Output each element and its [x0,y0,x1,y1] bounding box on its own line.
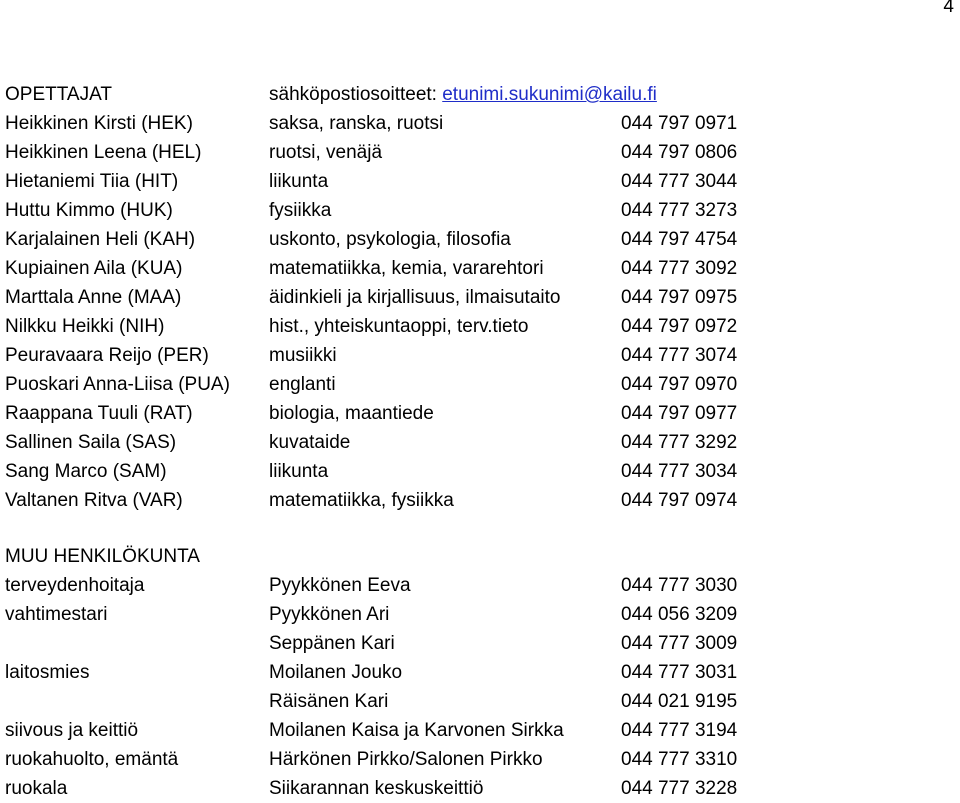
teacher-phone: 044 797 0972 [621,316,738,337]
teacher-phone: 044 777 3044 [621,171,738,192]
staff-phone: 044 777 3194 [621,720,738,741]
teacher-subject: matematiikka, fysiikka [269,490,454,511]
staff-header-row [5,542,960,571]
teacher-phone: 044 797 0977 [621,403,738,424]
teacher-subject: uskonto, psykologia, filosofia [269,229,511,250]
staff-row [5,658,960,687]
teacher-row [5,283,960,312]
staff-phone: 044 056 3209 [621,604,738,625]
staff-row [5,600,960,629]
teacher-phone: 044 797 0974 [621,490,738,511]
teacher-row [5,457,960,486]
teacher-subject: biologia, maantiede [269,403,434,424]
teacher-name: Heikkinen Leena (HEL) [5,142,202,163]
teacher-subject: ruotsi, venäjä [269,142,383,163]
teacher-row [5,341,960,370]
teacher-name: Raappana Tuuli (RAT) [5,403,193,424]
teacher-name: Sang Marco (SAM) [5,461,167,482]
teacher-name: Sallinen Saila (SAS) [5,432,177,453]
teacher-name: Heikkinen Kirsti (HEK) [5,113,193,134]
teacher-row [5,254,960,283]
teacher-name: Hietaniemi Tiia (HIT) [5,171,179,192]
email-link[interactable]: etunimi.sukunimi@kailu.fi [442,84,657,105]
teacher-subject: hist., yhteiskuntaoppi, terv.tieto [269,316,529,337]
teachers-header-row [5,80,960,109]
teacher-phone: 044 797 0806 [621,142,738,163]
staff-phone: 044 777 3031 [621,662,738,683]
teacher-phone: 044 777 3092 [621,258,738,279]
staff-row [5,629,960,658]
staff-phone: 044 777 3009 [621,633,738,654]
page-number: 4 [943,0,954,17]
teacher-name: Huttu Kimmo (HUK) [5,200,173,221]
teacher-phone: 044 797 0971 [621,113,738,134]
teacher-row [5,167,960,196]
teacher-name: Peuravaara Reijo (PER) [5,345,209,366]
staff-row [5,745,960,774]
staff-row [5,774,960,803]
staff-role: terveydenhoitaja [5,575,145,596]
teacher-row [5,312,960,341]
staff-role: laitosmies [5,662,90,683]
staff-phone: 044 021 9195 [621,691,738,712]
staff-name: Siikarannan keskuskeittiö [269,778,484,799]
teachers-title: OPETTAJAT [5,84,112,105]
teacher-phone: 044 777 3292 [621,432,738,453]
teacher-phone: 044 777 3034 [621,461,738,482]
teacher-row [5,486,960,515]
teacher-phone: 044 797 0970 [621,374,738,395]
teacher-phone: 044 797 4754 [621,229,738,250]
staff-role: siivous ja keittiö [5,720,139,741]
teacher-phone: 044 777 3273 [621,200,738,221]
teacher-row [5,370,960,399]
teacher-row [5,196,960,225]
teacher-phone: 044 797 0975 [621,287,738,308]
staff-role: ruokahuolto, emäntä [5,749,179,770]
teacher-subject: musiikki [269,345,337,366]
staff-row [5,716,960,745]
staff-phone: 044 777 3228 [621,778,738,799]
staff-name: Moilanen Jouko [269,662,403,683]
staff-role: vahtimestari [5,604,108,625]
email-label: sähköpostiosoitteet: [269,84,437,105]
teacher-subject: liikunta [269,461,329,482]
teacher-row [5,109,960,138]
staff-row [5,571,960,600]
teacher-subject: matematiikka, kemia, vararehtori [269,258,544,279]
teacher-row [5,225,960,254]
staff-name: Pyykkönen Ari [269,604,390,625]
teacher-name: Karjalainen Heli (KAH) [5,229,196,250]
teacher-subject: kuvataide [269,432,351,453]
teacher-subject: saksa, ranska, ruotsi [269,113,444,134]
staff-name: Härkönen Pirkko/Salonen Pirkko [269,749,543,770]
staff-phone: 044 777 3310 [621,749,738,770]
staff-name: Räisänen Kari [269,691,389,712]
staff-phone: 044 777 3030 [621,575,738,596]
staff-title: MUU HENKILÖKUNTA [5,546,200,567]
teacher-phone: 044 777 3074 [621,345,738,366]
teacher-name: Nilkku Heikki (NIH) [5,316,165,337]
teacher-subject: liikunta [269,171,329,192]
email-info [269,80,657,109]
teacher-name: Kupiainen Aila (KUA) [5,258,183,279]
teacher-name: Valtanen Ritva (VAR) [5,490,183,511]
teacher-name: Puoskari Anna-Liisa (PUA) [5,374,230,395]
teacher-name: Marttala Anne (MAA) [5,287,182,308]
teachers-section [5,80,960,515]
staff-role: ruokala [5,778,68,799]
staff-name: Moilanen Kaisa ja Karvonen Sirkka [269,720,564,741]
teacher-subject: fysiikka [269,200,332,221]
teacher-subject: englanti [269,374,336,395]
teacher-row [5,428,960,457]
staff-row [5,687,960,716]
teacher-row [5,399,960,428]
teacher-subject: äidinkieli ja kirjallisuus, ilmaisutaito [269,287,561,308]
teacher-row [5,138,960,167]
staff-name: Pyykkönen Eeva [269,575,411,596]
staff-section [5,542,960,803]
staff-name: Seppänen Kari [269,633,395,654]
